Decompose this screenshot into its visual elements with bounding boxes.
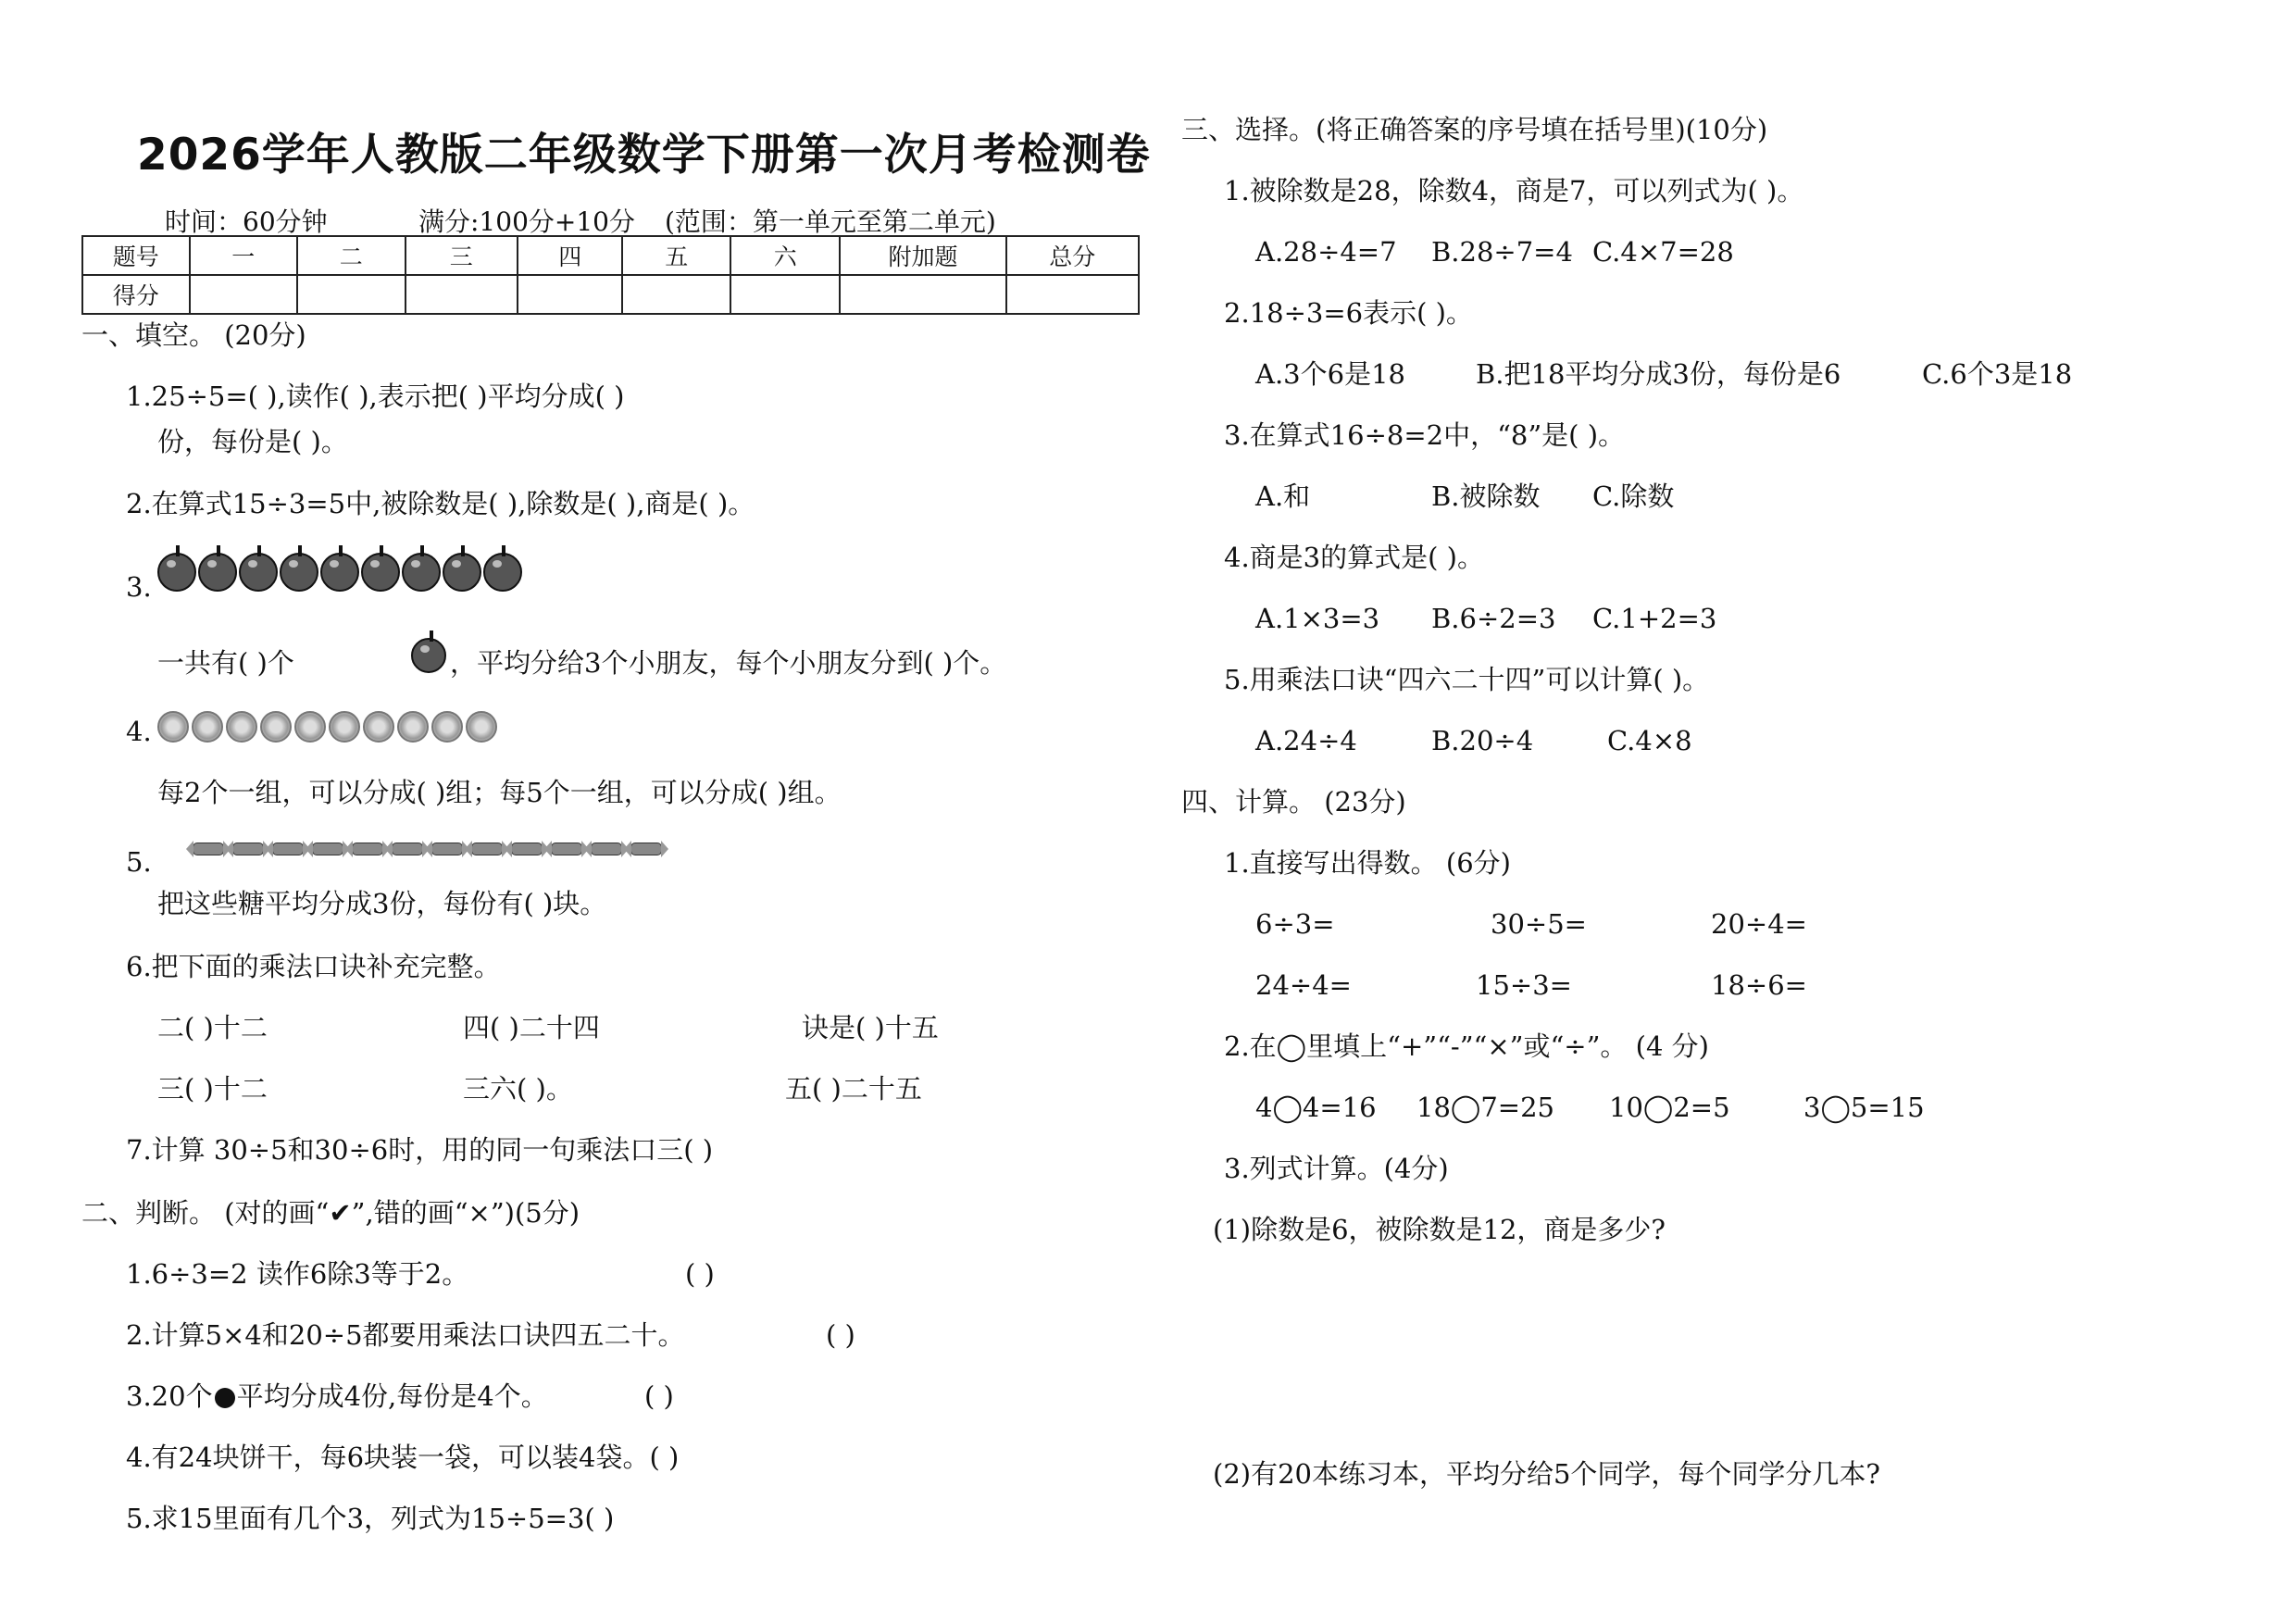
s1-q5-text: 把这些糖平均分成3份，每份有( )块。 [157,888,607,919]
s3-q2-opt-b: B.把18平均分成3份，每份是6 [1476,358,1841,390]
score-cell[interactable] [190,275,298,314]
s3-q1-opt-a: A.28÷4=7 [1255,236,1397,268]
page-title: 2026学年人教版二年级数学下册第一次月考检测卷 [137,130,1151,181]
s3-q5-opt-c: C.4×8 [1607,725,1692,756]
s4-q1-r2-a: 24÷4= [1255,969,1352,1001]
s4-q1-r1-a: 6÷3= [1255,908,1335,940]
s3-q3: 3.在算式16÷8=2中，“8”是( )。 [1224,419,1626,451]
score-table [81,235,1140,315]
s4-q3-2: (2)有20本练习本，平均分给5个同学，每个同学分几本? [1213,1458,1880,1490]
apple-icon [402,553,441,592]
s3-q1: 1.被除数是28，除数4，商是7，可以列式为( )。 [1224,175,1804,206]
s3-q4-opt-b: B.6÷2=3 [1431,603,1556,634]
s4-q2-item: 3◯5=15 [1803,1092,1925,1123]
s2-q3-answer: ( ) [644,1380,674,1412]
s1-q1-line2: 份，每份是( )。 [157,426,348,457]
candy-icon [471,843,503,855]
s3-q5: 5.用乘法口诀“四六二十四”可以计算( )。 [1224,664,1710,695]
ball-icon [397,711,429,743]
apple-icon [443,553,481,592]
s1-q6-r1-c: 诀是( )十五 [802,1012,939,1043]
score-table-header-cell: 五 [622,236,730,275]
candy-icon [272,843,304,855]
ball-icon [466,711,497,743]
s1-q1-line1: 1.25÷5=( ),读作( ),表示把( )平均分成( ) [126,381,625,412]
apple-icon [411,638,446,673]
section4-title: 四、计算。 (23分) [1181,786,1406,818]
score-cell[interactable] [406,275,518,314]
s3-q3-opt-b: B.被除数 [1431,481,1541,512]
score-table-header-cell: 三 [406,236,518,275]
ball-icon [431,711,463,743]
apple-icon [280,553,318,592]
s4-q3-1: (1)除数是6，被除数是12，商是多少? [1213,1214,1666,1245]
apple-icon [157,553,196,592]
ball-icon [226,711,257,743]
candy-icon [511,843,543,855]
score-row-label: 得分 [82,275,190,314]
s2-q3 [126,1380,548,1412]
s1-q3-text-a: 一共有( )个 [157,647,294,679]
ball-row [157,711,500,743]
candy-icon [392,843,423,855]
score-cell[interactable] [840,275,1005,314]
candy-icon [352,843,383,855]
apple-row [157,553,524,592]
s1-q4-number: 4. [126,716,152,747]
s3-q2-opt-c: C.6个3是18 [1922,358,2073,390]
s3-q2-opt-a: A.3个6是18 [1255,358,1405,390]
exam-range: (范围：第一单元至第二单元) [665,206,996,237]
candy-icon [232,843,264,855]
s4-q1: 1.直接写出得数。 (6分) [1224,847,1511,879]
s4-q2: 2.在◯里填上“+”“-”“×”或“÷”。 (4 分) [1224,1030,1709,1062]
s1-q6-r1-b: 四( )二十四 [463,1012,600,1043]
s2-q1: 1.6÷3=2 读作6除3等于2。 [126,1258,469,1290]
score-cell[interactable] [622,275,730,314]
score-cell[interactable] [1006,275,1139,314]
ball-icon [157,711,189,743]
ball-icon [363,711,394,743]
s2-q1-answer: ( ) [685,1258,715,1290]
score-cell[interactable] [518,275,623,314]
s3-q1-opt-c: C.4×7=28 [1592,236,1734,268]
s2-q2: 2.计算5×4和20÷5都要用乘法口诀四五二十。 [126,1319,685,1351]
s3-q4-opt-c: C.1+2=3 [1592,603,1717,634]
apple-icon [198,553,237,592]
s4-q2-item: 10◯2=5 [1609,1092,1730,1123]
score-table-header-cell: 题号 [82,236,190,275]
s4-q3: 3.列式计算。(4分) [1224,1153,1449,1184]
s1-q5-number: 5. [126,846,152,878]
s3-q3-opt-a: A.和 [1255,481,1311,512]
candy-row [193,843,670,855]
s1-q6-r1-a: 二( )十二 [157,1012,268,1043]
s1-q7: 7.计算 30÷5和30÷6时，用的同一句乘法口三( ) [126,1134,714,1166]
s1-q6-r2-a: 三( )十二 [157,1073,268,1105]
exam-full-score: 满分:100分+10分 [418,206,635,237]
s2-q2-answer: ( ) [826,1319,855,1351]
score-table-header-cell: 六 [730,236,840,275]
s4-q2-item: 4◯4=16 [1255,1092,1377,1123]
s1-q6-r2-b: 三六( )。 [463,1073,573,1105]
s3-q2: 2.18÷3=6表示( )。 [1224,297,1473,329]
s2-q5: 5.求15里面有几个3，列式为15÷5=3( ) [126,1503,615,1534]
score-cell[interactable] [297,275,406,314]
s1-q3-text-b: ，平均分给3个小朋友，每个小朋友分到( )个。 [450,647,1007,679]
s3-q5-opt-a: A.24÷4 [1255,725,1357,756]
s1-q4-text: 每2个一组，可以分成( )组；每5个一组，可以分成( )组。 [157,777,842,808]
apple-icon [483,553,522,592]
score-table-header-cell: 一 [190,236,298,275]
score-table-header-cell: 附加题 [840,236,1005,275]
apple-icon [239,553,278,592]
s4-q1-r2-b: 15÷3= [1476,969,1572,1001]
score-table-header-cell: 四 [518,236,623,275]
score-table-header-cell: 总分 [1006,236,1139,275]
score-cell[interactable] [730,275,840,314]
s3-q3-opt-c: C.除数 [1592,481,1675,512]
s1-q2: 2.在算式15÷3=5中,被除数是( ),除数是( ),商是( )。 [126,488,755,519]
s3-q4: 4.商是3的算式是( )。 [1224,542,1484,573]
s2-q4: 4.有24块饼干，每6块装一袋，可以装4袋。( ) [126,1442,680,1473]
score-table-score-row [82,275,1139,314]
s4-q1-r1-c: 20÷4= [1711,908,1807,940]
dot-icon [215,1388,235,1408]
s3-q4-opt-a: A.1×3=3 [1255,603,1380,634]
s4-q2-item: 18◯7=25 [1416,1092,1555,1123]
exam-time: 时间：60分钟 [165,206,328,237]
s1-q6: 6.把下面的乘法口诀补充完整。 [126,951,501,982]
s3-q5-opt-b: B.20÷4 [1431,725,1534,756]
s4-q1-r1-b: 30÷5= [1491,908,1587,940]
candy-icon [630,843,662,855]
candy-icon [193,843,224,855]
candy-icon [431,843,463,855]
s2-q3-text-a: 3.20个 [126,1380,213,1412]
s1-q3-number: 3. [126,571,152,603]
section3-title: 三、选择。(将正确答案的序号填在括号里)(10分) [1181,114,1768,145]
candy-icon [551,843,582,855]
s1-q6-r2-c: 五( )二十五 [785,1073,922,1105]
s2-q3-text-b: 平均分成4份,每份是4个。 [236,1380,548,1412]
score-table-header-cell: 二 [297,236,406,275]
score-table-header-row [82,236,1139,275]
ball-icon [192,711,223,743]
candy-icon [312,843,343,855]
candy-icon [591,843,622,855]
s3-q1-opt-b: B.28÷7=4 [1431,236,1573,268]
ball-icon [329,711,360,743]
ball-icon [294,711,326,743]
section1-title: 一、填空。 (20分) [81,319,306,351]
s4-q1-r2-c: 18÷6= [1711,969,1807,1001]
apple-icon [361,553,400,592]
section2-title: 二、判断。 (对的画“✔”,错的画“×”)(5分) [81,1197,580,1229]
apple-icon [320,553,359,592]
ball-icon [260,711,292,743]
